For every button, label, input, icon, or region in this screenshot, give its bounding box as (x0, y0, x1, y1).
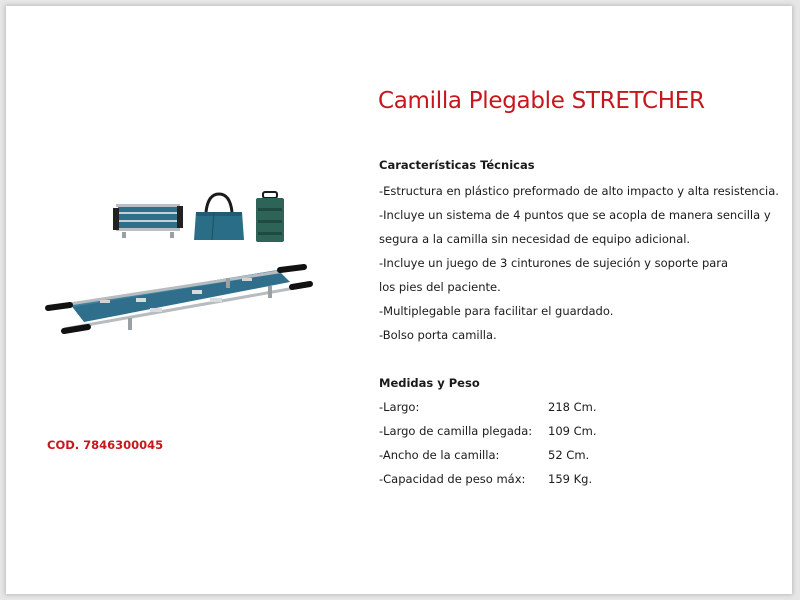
feature-line: -Incluye un sistema de 4 puntos que se acopla de manera sencilla y (379, 208, 771, 222)
carry-bag-image (190, 192, 248, 244)
spec-value: 159 Kg. (548, 472, 593, 486)
specs-heading: Medidas y Peso (379, 376, 480, 390)
spec-value: 52 Cm. (548, 448, 590, 462)
feature-line: -Multiplegable para facilitar el guardado. (379, 304, 614, 318)
spec-label: -Capacidad de peso máx: (379, 472, 526, 486)
folded-stretcher-image (110, 196, 186, 240)
spec-label: -Ancho de la camilla: (379, 448, 500, 462)
product-sheet (6, 6, 792, 594)
feature-line: segura a la camilla sin necesidad de equipo adicional. (379, 232, 691, 246)
feature-line: -Incluye un juego de 3 cinturones de sujeción y soporte para (379, 256, 729, 270)
page-title: Camilla Plegable STRETCHER (378, 88, 705, 114)
spec-label: -Largo: (379, 400, 420, 414)
feature-line: -Estructura en plástico preformado de alto impacto y alta resistencia. (379, 184, 779, 198)
spec-label: -Largo de camilla plegada: (379, 424, 533, 438)
spec-value: 109 Cm. (548, 424, 597, 438)
product-code: COD. 7846300045 (47, 438, 164, 452)
stretcher-image (42, 256, 314, 338)
spec-value: 218 Cm. (548, 400, 597, 414)
feature-line: -Bolso porta camilla. (379, 328, 497, 342)
feature-line: los pies del paciente. (379, 280, 501, 294)
features-heading: Características Técnicas (379, 158, 535, 172)
folded-bag-image (252, 190, 288, 244)
